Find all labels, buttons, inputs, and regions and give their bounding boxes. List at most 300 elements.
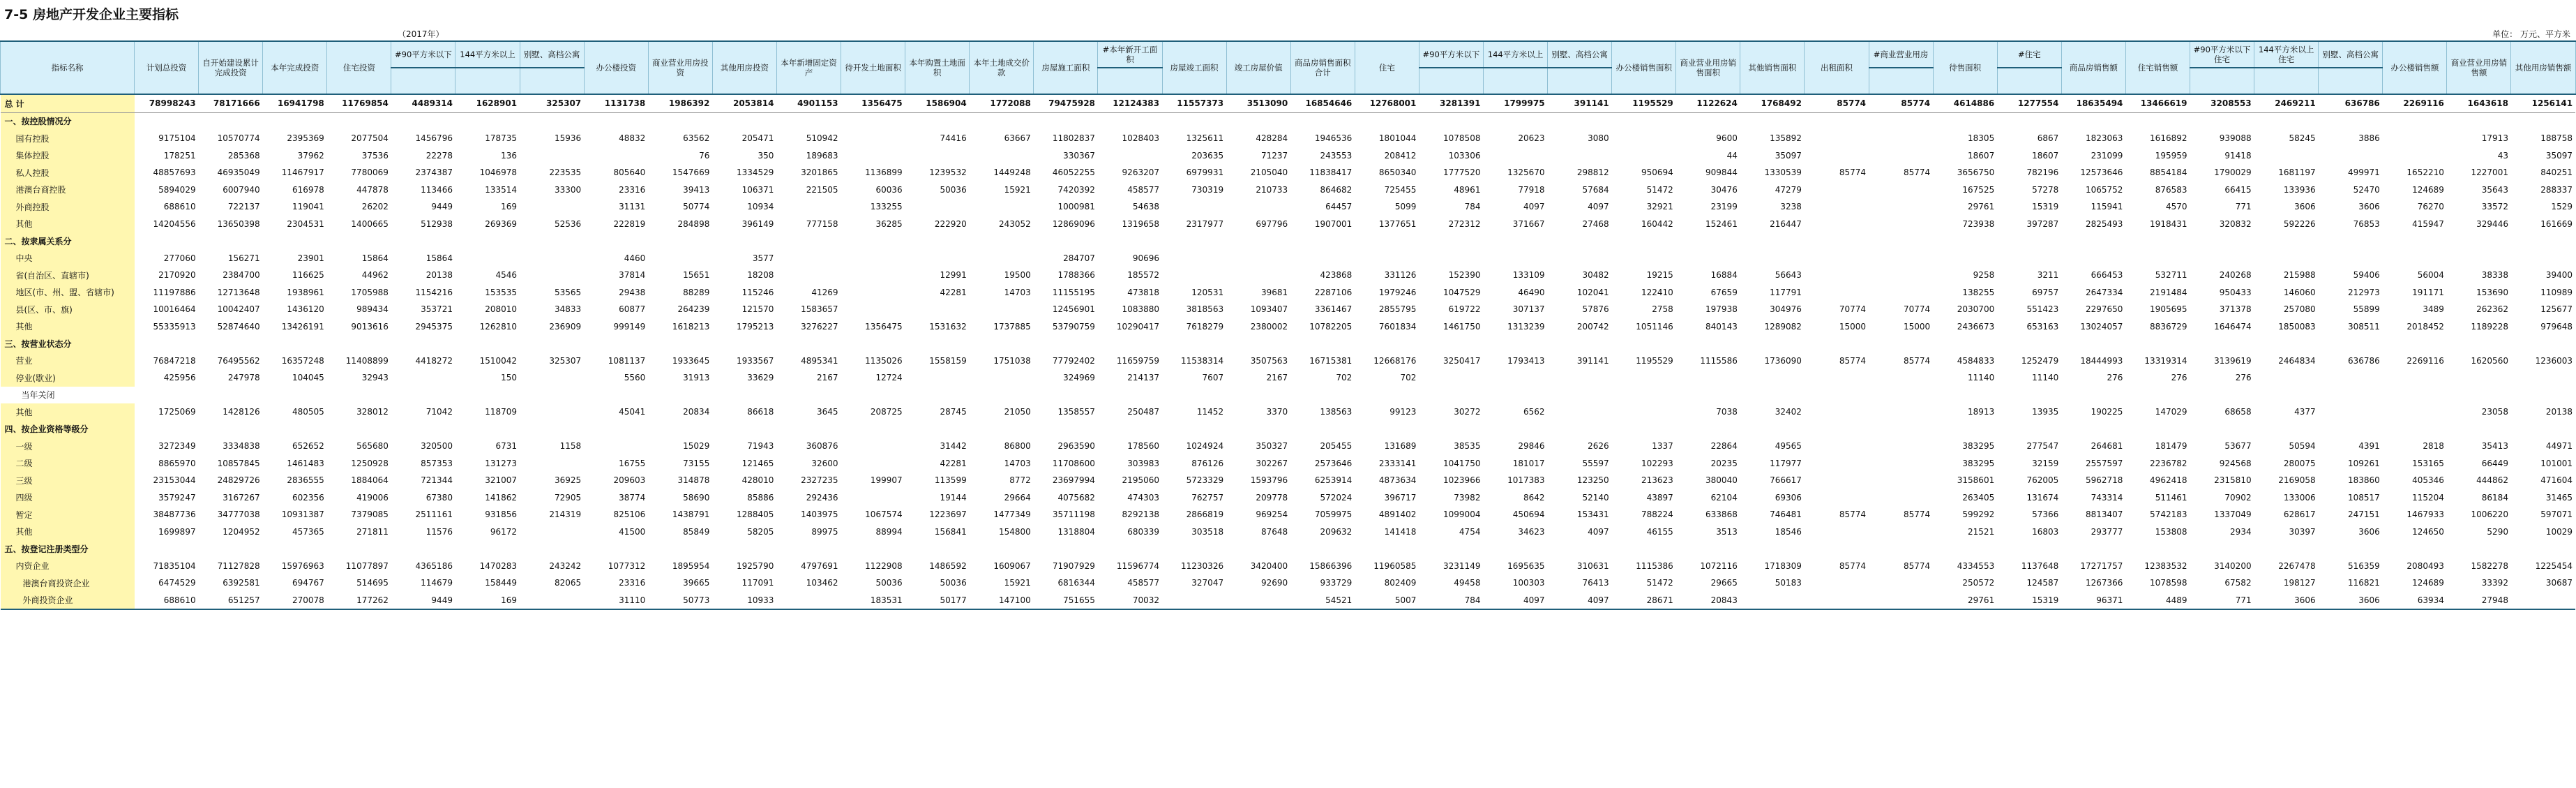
table-cell: 391141 [1548, 94, 1612, 112]
table-cell: 1195529 [1636, 355, 1673, 366]
table-cell: 3507563 [1250, 355, 1288, 366]
table-cell [1034, 387, 1098, 404]
table-cell: 73155 [683, 458, 710, 468]
table-cell [2061, 112, 2125, 130]
table-cell [1740, 387, 1805, 404]
table-cell: 1131738 [584, 94, 648, 112]
table-cell: 12713648 [217, 287, 260, 297]
table-cell [2511, 232, 2575, 250]
table-cell [1869, 574, 1933, 592]
table-cell: 29761 [1933, 592, 1997, 610]
column-header: 商业营业用房销售面积 [1676, 41, 1740, 94]
row-label: 其他 [1, 318, 135, 336]
table-cell: 276 [2235, 373, 2252, 383]
table-row [1, 198, 2576, 216]
table-cell [1034, 335, 1098, 352]
table-cell: 23901 [297, 253, 324, 263]
row-label: 集体控股 [1, 147, 135, 165]
table-cell [970, 112, 1034, 130]
table-cell: 18607 [2032, 150, 2059, 161]
column-header: #商业营业用房 [1869, 41, 1933, 68]
table-cell: 3606 [2254, 592, 2319, 610]
table-cell [648, 540, 712, 558]
table-cell: 68658 [2224, 407, 2252, 417]
table-cell: 67659 [1710, 287, 1738, 297]
table-cell: 7379085 [351, 510, 389, 520]
table-cell [1805, 489, 1869, 507]
table-cell [1805, 112, 1869, 130]
table-cell [1869, 369, 1933, 387]
table-cell [1805, 147, 1869, 165]
table-cell: 188758 [2540, 133, 2573, 144]
table-cell [1997, 250, 2061, 267]
table-cell [1740, 335, 1805, 352]
table-cell: 152390 [1448, 270, 1481, 281]
table-cell: 2195060 [1122, 475, 1159, 486]
table-cell: 1067574 [865, 510, 903, 520]
table-cell: 15864 [425, 253, 453, 263]
table-cell: 1078508 [1443, 133, 1481, 144]
table-cell [841, 284, 905, 302]
table-cell: 628617 [2283, 510, 2316, 520]
table-cell [1098, 112, 1162, 130]
table-cell [2511, 592, 2575, 610]
table-cell [1098, 387, 1162, 404]
table-cell [2511, 421, 2575, 438]
table-cell: 231099 [2091, 150, 2123, 161]
table-cell [1162, 335, 1226, 352]
table-cell: 6731 [495, 441, 518, 452]
table-cell: 27948 [2447, 592, 2511, 610]
table-cell: 1620560 [2471, 355, 2508, 366]
column-header: 144平方米以上住宅 [2254, 41, 2319, 68]
table-cell [1548, 250, 1612, 267]
table-cell: 141418 [1384, 526, 1417, 537]
row-label: 外商控股 [1, 198, 135, 216]
table-cell [2190, 387, 2254, 404]
table-cell: 2018452 [2406, 321, 2444, 332]
table-cell [263, 232, 327, 250]
table-cell: 28745 [940, 407, 967, 417]
row-label: 省(自治区、直辖市) [1, 267, 135, 284]
table-cell: 124587 [2026, 578, 2059, 588]
table-cell [1034, 540, 1098, 558]
table-cell: 2269116 [2406, 355, 2444, 366]
table-cell: 514695 [356, 578, 389, 588]
column-header: 本年完成投资 [263, 41, 327, 94]
table-cell: 23316 [619, 578, 646, 588]
table-row [1, 232, 2576, 250]
table-cell [712, 335, 776, 352]
table-cell: 22864 [1710, 441, 1738, 452]
table-cell: 329446 [2476, 218, 2508, 229]
table-cell: 11960585 [1373, 560, 1417, 571]
table-cell: 1024924 [1186, 441, 1224, 452]
table-cell: 30482 [1582, 270, 1609, 281]
table-cell: 133936 [2283, 184, 2316, 195]
row-label: 私人控股 [1, 164, 135, 181]
table-cell: 15651 [683, 270, 710, 281]
table-cell [1805, 198, 1869, 216]
table-cell: 599292 [1962, 510, 1995, 520]
table-cell [2511, 540, 2575, 558]
table-cell: 551423 [2026, 304, 2059, 315]
table-cell: 41500 [619, 526, 646, 537]
table-cell [1483, 147, 1547, 165]
table-cell [135, 540, 199, 558]
table-cell: 190225 [2091, 407, 2123, 417]
table-cell: 214319 [549, 510, 582, 520]
table-cell [2061, 335, 2125, 352]
table-cell: 117791 [1770, 287, 1802, 297]
table-cell: 85774 [1839, 560, 1867, 571]
table-cell: 57366 [2032, 510, 2059, 520]
table-cell: 125677 [2540, 304, 2573, 315]
table-cell: 4097 [1523, 202, 1545, 212]
table-cell [905, 147, 970, 165]
table-cell: 1227001 [2471, 168, 2508, 178]
table-cell: 314878 [677, 475, 710, 486]
table-cell: 292436 [806, 492, 838, 503]
table-cell: 864682 [1320, 184, 1353, 195]
table-cell [2319, 387, 2383, 404]
table-cell [263, 335, 327, 352]
table-cell: 2866819 [1186, 510, 1224, 520]
table-cell: 20843 [1676, 592, 1740, 610]
table-cell: 1933567 [736, 355, 774, 366]
column-header: 本年购置土地面积 [905, 41, 970, 94]
column-header: 指标名称 [1, 41, 135, 94]
column-header: 办公楼销售面积 [1612, 41, 1676, 94]
table-cell: 169 [501, 202, 518, 212]
table-cell: 616978 [292, 184, 324, 195]
table-cell: 1023966 [1443, 475, 1481, 486]
table-cell: 15319 [1997, 592, 2061, 610]
table-cell [1226, 198, 1290, 216]
table-cell: 512938 [421, 218, 453, 229]
table-cell: 221505 [806, 184, 838, 195]
table-cell [1355, 387, 1419, 404]
table-cell: 1065752 [2085, 184, 2123, 195]
table-cell [776, 232, 841, 250]
table-cell [2383, 421, 2447, 438]
table-cell: 371667 [1512, 218, 1545, 229]
table-row [1, 489, 2576, 507]
table-cell [1869, 523, 1933, 541]
table-cell: 1531632 [929, 321, 967, 332]
table-cell [1869, 181, 1933, 199]
table-cell: 457365 [292, 526, 324, 537]
table-cell [1612, 540, 1676, 558]
table-cell: 78998243 [135, 94, 199, 112]
header-spacer [2254, 68, 2319, 94]
table-cell: 10934 [747, 202, 774, 212]
table-cell [1805, 250, 1869, 267]
table-cell: 8813407 [2085, 510, 2123, 520]
table-cell: 135892 [1770, 133, 1802, 144]
table-cell [841, 540, 905, 558]
table-cell: 181017 [1512, 458, 1545, 468]
table-cell: 70774 [1903, 304, 1931, 315]
table-cell: 3577 [752, 253, 774, 263]
table-cell [1869, 438, 1933, 455]
table-cell: 1334529 [736, 168, 774, 178]
table-cell: 1583657 [801, 304, 838, 315]
table-cell [841, 438, 905, 455]
table-cell: 10931387 [281, 510, 324, 520]
table-cell: 4460 [624, 253, 646, 263]
table-cell: 2384700 [223, 270, 260, 281]
table-cell [970, 421, 1034, 438]
table-cell: 876583 [2155, 184, 2187, 195]
table-cell: 15000 [1903, 321, 1931, 332]
table-cell: 74416 [940, 133, 967, 144]
table-cell: 17913 [2481, 133, 2508, 144]
table-cell: 2573646 [1314, 458, 1353, 468]
column-header: 房屋施工面积 [1034, 41, 1098, 94]
table-cell: 152461 [1705, 218, 1738, 229]
column-header: 144平方米以上 [1483, 41, 1547, 68]
row-label: 国有控股 [1, 130, 135, 147]
table-cell: 20138 [2545, 407, 2573, 417]
table-cell [1997, 232, 2061, 250]
table-cell: 2380002 [1250, 321, 1288, 332]
table-cell: 3606 [2294, 202, 2316, 212]
table-cell: 210733 [1256, 184, 1288, 195]
table-cell: 4570 [2165, 202, 2187, 212]
table-cell: 730319 [1191, 184, 1224, 195]
table-cell: 1277554 [1997, 94, 2061, 112]
table-cell [970, 147, 1034, 165]
table-cell: 320832 [2219, 218, 2252, 229]
row-label: 外商投资企业 [1, 592, 135, 610]
table-cell: 1154216 [415, 287, 453, 297]
table-cell: 1737885 [993, 321, 1031, 332]
table-cell: 1905695 [2150, 304, 2187, 315]
table-cell [776, 112, 841, 130]
table-cell: 4097 [1588, 526, 1609, 537]
table-cell: 15936 [554, 133, 582, 144]
table-cell: 1718309 [1764, 560, 1802, 571]
column-header: 其他用房销售额 [2511, 41, 2575, 94]
table-cell: 22278 [425, 150, 453, 161]
table-cell: 11838417 [1309, 168, 1353, 178]
table-cell: 56004 [2417, 270, 2444, 281]
table-cell [1869, 592, 1933, 610]
table-cell: 36285 [875, 218, 903, 229]
table-cell [1290, 387, 1355, 404]
table-cell [2447, 540, 2511, 558]
table-cell: 1529 [2551, 202, 2573, 212]
column-header: 本年新增固定资产 [776, 41, 841, 94]
column-header: 竣工房屋价值 [1226, 41, 1290, 94]
table-cell: 54638 [1132, 202, 1159, 212]
column-header: 本年土地成交价款 [970, 41, 1034, 94]
table-cell [455, 232, 520, 250]
table-cell: 91418 [2224, 150, 2252, 161]
row-label: 港澳台商投资企业 [1, 574, 135, 592]
table-cell: 147029 [2155, 407, 2187, 417]
table-cell: 82065 [554, 578, 582, 588]
table-cell: 1122908 [865, 560, 903, 571]
table-cell: 44 [1726, 150, 1738, 161]
table-cell: 1325611 [1186, 133, 1224, 144]
table-cell [905, 421, 970, 438]
table-cell: 3201865 [801, 168, 838, 178]
table-cell: 20235 [1710, 458, 1738, 468]
table-cell: 931856 [485, 510, 518, 520]
table-cell [2190, 540, 2254, 558]
table-cell: 3818563 [1186, 304, 1224, 315]
table-cell: 55335913 [153, 321, 196, 332]
table-cell: 1907001 [1314, 218, 1353, 229]
table-cell: 3420400 [1250, 560, 1288, 571]
table-cell: 39400 [2545, 270, 2573, 281]
table-cell: 327047 [1191, 578, 1224, 588]
table-cell: 85774 [1903, 510, 1931, 520]
table-cell [455, 421, 520, 438]
table-cell [2190, 112, 2254, 130]
table-cell [391, 387, 455, 404]
table-cell: 1017383 [1507, 475, 1545, 486]
table-cell: 4377 [2294, 407, 2316, 417]
table-cell: 71042 [425, 407, 453, 417]
table-cell: 3606 [2319, 592, 2383, 610]
table-cell: 5962718 [2085, 475, 2123, 486]
table-cell: 18305 [1968, 133, 1995, 144]
table-cell: 4075682 [1057, 492, 1095, 503]
table-cell: 11077897 [345, 560, 389, 571]
table-cell: 85774 [1805, 94, 1869, 112]
table-cell: 52140 [1582, 492, 1609, 503]
table-cell: 1699897 [158, 526, 196, 537]
table-cell: 240268 [2219, 270, 2252, 281]
table-cell: 85774 [1869, 94, 1933, 112]
table-cell [327, 540, 391, 558]
table-cell [584, 421, 648, 438]
table-cell [1805, 387, 1869, 404]
table-cell [1612, 387, 1676, 404]
table-cell: 56643 [1775, 270, 1802, 281]
column-header: 别墅、高档公寓 [520, 41, 584, 68]
table-cell [1612, 369, 1676, 387]
table-row [1, 369, 2576, 387]
table-cell: 90696 [1132, 253, 1159, 263]
header-spacer [391, 68, 455, 94]
table-cell: 131273 [485, 458, 518, 468]
table-cell [263, 387, 327, 404]
table-cell [455, 387, 520, 404]
table-cell: 271811 [356, 526, 389, 537]
table-cell: 572024 [1320, 492, 1353, 503]
column-header: #90平方米以下住宅 [2190, 41, 2254, 68]
table-cell: 77918 [1518, 184, 1545, 195]
table-cell [135, 232, 199, 250]
table-cell: 183531 [841, 592, 905, 610]
table-cell [1226, 592, 1290, 610]
table-cell [1483, 232, 1547, 250]
table-row [1, 592, 2576, 610]
table-cell: 50036 [940, 184, 967, 195]
table-cell: 35097 [1775, 150, 1802, 161]
table-cell: 43897 [1646, 492, 1673, 503]
table-cell [841, 421, 905, 438]
table-cell [1933, 112, 1997, 130]
table-cell: 1470283 [479, 560, 518, 571]
table-row [1, 421, 2576, 438]
table-cell: 450694 [1512, 510, 1545, 520]
table-cell: 458577 [1127, 184, 1159, 195]
table-cell [1226, 540, 1290, 558]
table-cell [2125, 387, 2190, 404]
table-cell: 11802837 [1052, 133, 1095, 144]
table-cell: 77792402 [1052, 355, 1095, 366]
header-spacer [1869, 68, 1933, 94]
table-cell [584, 112, 648, 130]
table-cell: 9600 [1716, 133, 1738, 144]
table-cell: 58205 [747, 526, 774, 537]
table-cell: 85849 [683, 526, 710, 537]
row-label: 二级 [1, 455, 135, 473]
table-cell: 147100 [970, 592, 1034, 610]
table-cell: 444862 [2476, 475, 2508, 486]
table-cell: 60036 [875, 184, 903, 195]
table-cell [327, 232, 391, 250]
table-cell: 109261 [2347, 458, 2380, 468]
table-cell [1740, 540, 1805, 558]
table-cell: 1801044 [1378, 133, 1417, 144]
table-cell: 3513090 [1226, 94, 1290, 112]
table-cell [2254, 387, 2319, 404]
table-cell: 203635 [1191, 150, 1224, 161]
table-cell: 53790759 [1052, 321, 1095, 332]
table-cell [1034, 421, 1098, 438]
table-cell: 72905 [554, 492, 582, 503]
table-cell: 11467917 [281, 168, 324, 178]
table-cell: 17271757 [2080, 560, 2123, 571]
table-cell [1869, 250, 1933, 267]
table-cell [1355, 335, 1419, 352]
table-cell: 12383532 [2144, 560, 2187, 571]
table-cell: 1325670 [1507, 168, 1545, 178]
table-cell: 85774 [1903, 168, 1931, 178]
table-cell: 3208553 [2190, 94, 2254, 112]
table-cell: 1436120 [287, 304, 324, 315]
table-cell: 39681 [1261, 287, 1288, 297]
table-cell: 979648 [2540, 321, 2573, 332]
table-cell: 1643618 [2447, 94, 2511, 112]
table-cell: 30397 [2289, 526, 2316, 537]
table-cell: 447878 [356, 184, 389, 195]
column-header: #本年新开工面积 [1098, 41, 1162, 68]
table-cell: 1083880 [1122, 304, 1159, 315]
table-cell: 4873634 [1378, 475, 1417, 486]
table-cell [2190, 421, 2254, 438]
table-cell [391, 232, 455, 250]
table-cell: 59406 [2353, 270, 2380, 281]
table-cell [1869, 232, 1933, 250]
table-cell: 636786 [2347, 355, 2380, 366]
table-cell: 360876 [806, 441, 838, 452]
table-cell [2383, 232, 2447, 250]
table-cell: 380040 [1705, 475, 1738, 486]
table-cell [1612, 421, 1676, 438]
table-cell: 16884 [1710, 270, 1738, 281]
table-cell: 13650398 [217, 218, 260, 229]
table-cell: 666453 [2091, 270, 2123, 281]
table-cell [1548, 112, 1612, 130]
table-cell [712, 112, 776, 130]
